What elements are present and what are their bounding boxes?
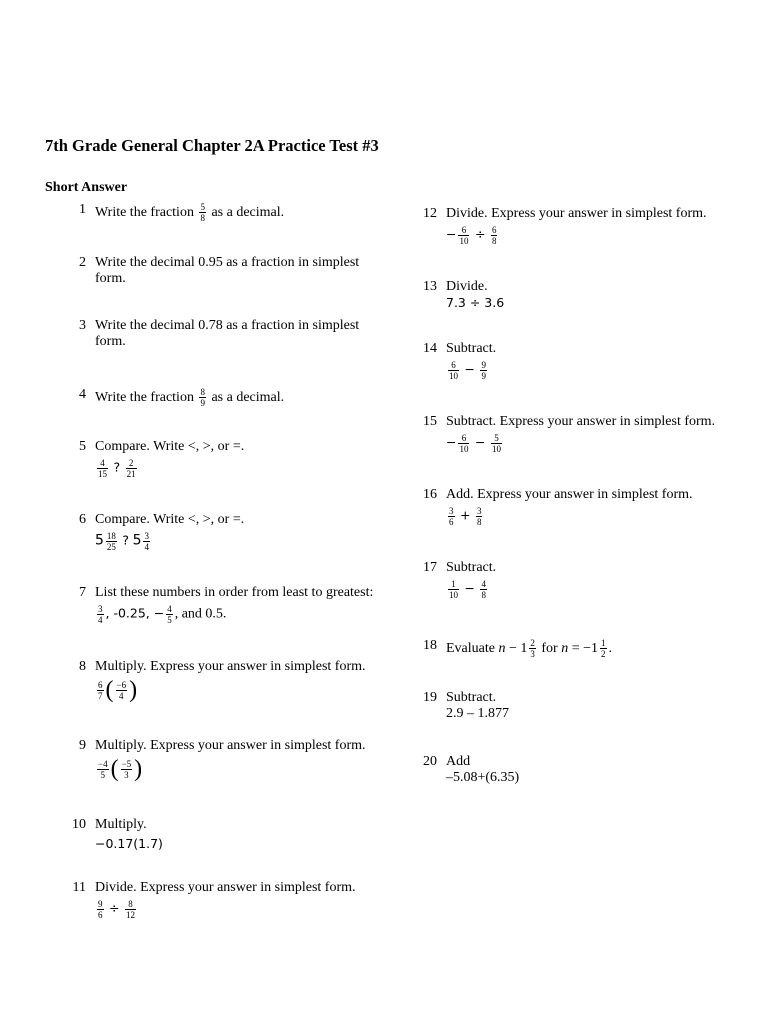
question-number: 5 — [79, 439, 86, 454]
question-number: 17 — [423, 560, 437, 575]
math-expression: $\frac{4}{15}$ ? $\frac{2}{21}$ — [98, 458, 136, 479]
question-text: Add. Express your answer in simplest form. — [446, 487, 693, 502]
page-title: 7th Grade General Chapter 2A Practice Test #3 — [45, 136, 379, 155]
question-text: Compare. Write <, >, or =. — [95, 512, 245, 527]
math-expression: $\frac{3}{6}$ + $\frac{3}{8}$ — [449, 506, 482, 527]
question-text: Evaluate n − 1 $\frac{2}{3}$ for n = −1 $\frac{1}{2}$ . — [446, 638, 613, 659]
question-text: Divide. Express your answer in simplest form. — [95, 880, 356, 895]
question-text: Divide. — [446, 279, 488, 294]
question-text: form. — [95, 271, 126, 286]
question-text: Multiply. Express your answer in simplest form. — [95, 738, 366, 753]
question-text: Subtract. Express your answer in simplest form. — [446, 414, 716, 429]
question-text: Subtract. — [446, 341, 497, 356]
question-number: 19 — [423, 690, 437, 705]
question-text: as a decimal. — [211, 204, 285, 220]
question-number: 16 — [423, 487, 437, 502]
math-expression: − $\frac{6}{10}$ ÷ $\frac{6}{8}$ — [446, 225, 497, 246]
math-expression: $\frac{9}{6}$ ÷ $\frac{8}{12}$ — [98, 899, 135, 920]
question-number: 6 — [79, 512, 86, 527]
question-text: Compare. Write <, >, or =. — [95, 439, 245, 454]
question-text: Subtract. — [446, 690, 497, 705]
question-number: 3 — [79, 318, 86, 333]
question-number: 11 — [72, 880, 86, 895]
question-number: 1 — [79, 202, 86, 217]
question-number: 14 — [423, 341, 437, 356]
question-text: Write the decimal 0.95 as a fraction in simplest — [95, 255, 360, 270]
math-expression: –5.08+(6.35) — [446, 770, 520, 785]
question-text: Write the decimal 0.78 as a fraction in simplest — [95, 318, 360, 333]
question-text: Write the fraction — [95, 389, 194, 405]
question-number: 4 — [79, 387, 86, 402]
section-heading: Short Answer — [45, 180, 128, 195]
math-expression: 7.3 ÷ 3.6 — [446, 295, 505, 310]
fraction: $\frac{5}{8}$ — [200, 202, 205, 223]
question-text: Multiply. Express your answer in simplest form. — [95, 659, 366, 674]
question-number: 18 — [423, 638, 437, 653]
question-text: Write the fraction — [95, 204, 194, 220]
question-number: 9 — [79, 738, 86, 753]
math-expression: $\frac{6}{7}$ ( $\frac{-6}{4}$ ) — [98, 677, 138, 703]
question-number: 10 — [72, 817, 86, 832]
math-expression: −0.17(1.7) — [95, 836, 163, 851]
question-text: Add — [446, 754, 471, 769]
question-text: Divide. Express your answer in simplest form. — [446, 206, 707, 221]
question-number: 13 — [423, 279, 437, 294]
math-expression: $\frac{3}{4}$ , -0.25, − $\frac{4}{5}$ , and 0.5. — [98, 604, 227, 625]
math-expression: 5 $\frac{18}{25}$ ? 5 $\frac{3}{4}$ — [95, 531, 149, 552]
question-number: 2 — [79, 255, 86, 270]
question-number: 8 — [79, 659, 86, 674]
fraction: $\frac{8}{9}$ — [200, 387, 205, 408]
math-expression: $\frac{1}{10}$ − $\frac{4}{8}$ — [449, 579, 486, 600]
math-expression: 2.9 – 1.877 — [446, 706, 509, 721]
question-number: 7 — [79, 585, 86, 600]
question-text: form. — [95, 334, 126, 349]
question-number: 15 — [423, 414, 437, 429]
question-text: Subtract. — [446, 560, 497, 575]
math-expression: $\frac{-4}{5}$ ( $\frac{-5}{3}$ ) — [98, 756, 143, 782]
question-text: Multiply. — [95, 817, 147, 832]
question-number: 12 — [423, 206, 437, 221]
question-text: List these numbers in order from least to greatest: — [95, 585, 374, 600]
question-number: 20 — [423, 754, 437, 769]
math-expression: $\frac{6}{10}$ − $\frac{9}{9}$ — [449, 360, 486, 381]
math-expression: − $\frac{6}{10}$ − $\frac{5}{10}$ — [446, 433, 501, 454]
question-text: as a decimal. — [211, 389, 285, 405]
